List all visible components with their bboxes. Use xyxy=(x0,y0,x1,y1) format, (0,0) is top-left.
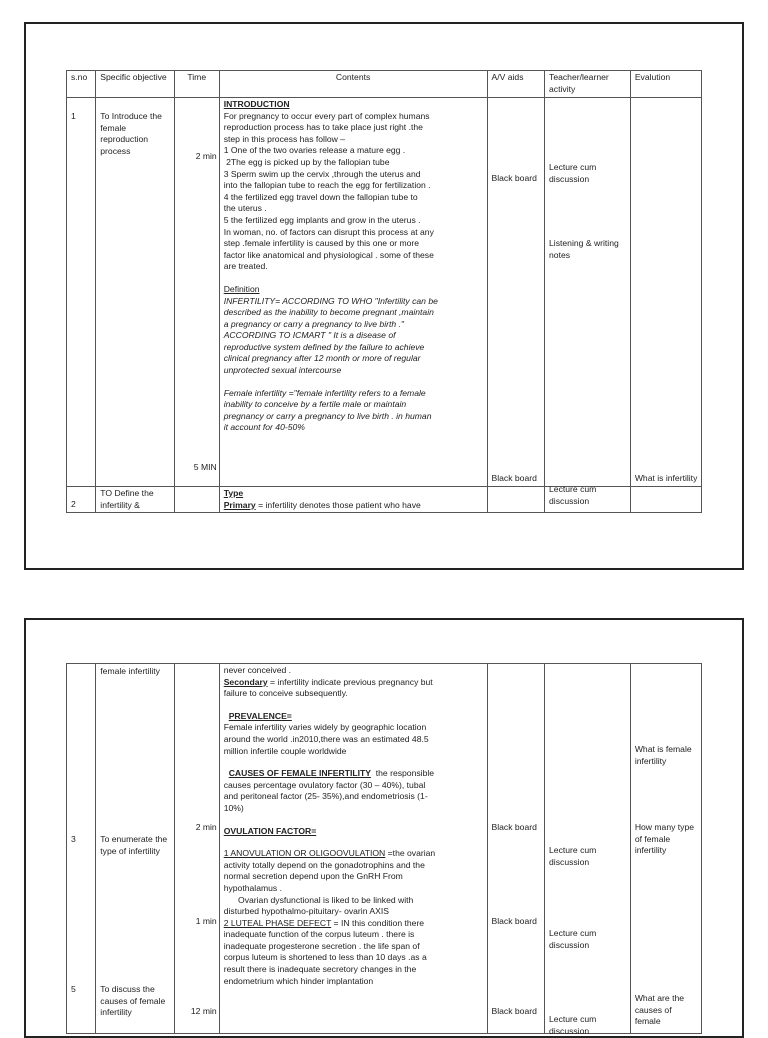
primary-label: Primary xyxy=(223,499,256,510)
row1-evaluation-cell xyxy=(630,98,701,487)
row3-aids: Black board xyxy=(491,822,537,832)
p2-objective-cell xyxy=(96,664,174,1034)
intro-line: step in this process has follow – xyxy=(223,133,346,144)
anovulation-text xyxy=(224,848,483,860)
row2-contents-cell xyxy=(219,487,487,513)
p2-time-cell xyxy=(174,664,219,1034)
row4-aids: Black board xyxy=(491,916,537,926)
lesson-plan-table-2 xyxy=(66,663,702,1034)
secondary-label: Secondary xyxy=(223,676,268,687)
row1-time-2: 5 MIN xyxy=(193,462,217,472)
anovulation-line: activity totally depend on the gonadotrophins and the xyxy=(223,859,425,870)
luteal-line: inadequate progesterone secretion . the life span of xyxy=(223,940,420,951)
row1-activity-3: Lecture cum discussion xyxy=(549,484,597,506)
spacer xyxy=(224,837,483,848)
document-page-2 xyxy=(24,618,744,1038)
intro-line: into the fallopian tube to reach the egg for fertilization . xyxy=(223,180,431,191)
definition-heading: Definition xyxy=(223,283,260,294)
type-heading: Type xyxy=(223,488,244,498)
row3-activity: Lecture cum discussion xyxy=(549,845,597,867)
causes-line: and peritoneal factor (25- 35%),and endometriosis (1- xyxy=(223,791,428,802)
row2-objective: TO Define the infertility & xyxy=(96,487,174,513)
anovulation-line: =the ovarian xyxy=(385,848,436,859)
causes-heading: CAUSES OF FEMALE INFERTILITY xyxy=(228,768,371,779)
table-row xyxy=(67,98,702,487)
row1-activity-cell xyxy=(545,98,631,506)
anovulation-line: hypothalamus . xyxy=(223,882,282,893)
intro-line: 4 the fertilized egg travel down the fallopian tube to xyxy=(223,191,418,202)
intro-line: are treated. xyxy=(223,261,268,272)
female-line: inability to conceive by a fertile male or maintain xyxy=(223,399,407,410)
secondary-text xyxy=(224,677,483,689)
luteal-line: corpus luteum is shortened to less than 10 days .as a xyxy=(223,952,427,963)
causes-line: the responsible xyxy=(370,768,435,779)
row3-time: 2 min xyxy=(195,822,217,832)
anovulation-line: normal secretion depend upon the GnRH From xyxy=(223,871,403,882)
cont-objective: female infertility xyxy=(100,666,160,676)
prevalence-heading: PREVALENCE= xyxy=(228,710,292,721)
row1-time: 2 min xyxy=(195,151,217,161)
intro-line: 1 One of the two ovaries release a mature egg . xyxy=(223,145,406,156)
luteal-line: result there is inadequate secretory changes in the xyxy=(223,964,417,975)
luteal-line: endometrium which hinder implantation xyxy=(223,975,374,986)
prevalence-line: around the world .in2010,there was an estimated 48.5 xyxy=(223,733,429,744)
intro-line: step .female infertility is caused by this one or more xyxy=(223,238,420,249)
introduction-heading: INTRODUCTION xyxy=(223,99,290,109)
row1-aids-cell xyxy=(487,98,545,487)
primary-definition: = infertility denotes those patient who have xyxy=(255,499,421,510)
p2-contents-cell xyxy=(219,664,487,1034)
definition-line: unprotected sexual intercourse xyxy=(223,365,342,376)
header-sno: s.no xyxy=(67,71,96,98)
row2-time-cell xyxy=(174,487,219,513)
row1-aids-2: Black board xyxy=(491,473,537,483)
secondary-line: failure to conceive subsequently. xyxy=(223,688,348,699)
definition-line: INFERTILITY= ACCORDING TO WHO "Infertility can be xyxy=(223,295,438,306)
definition-line: clinical pregnancy after 12 month or more of regular xyxy=(223,353,421,364)
ovarian-line: Ovarian dysfunctional is liked to be linked with xyxy=(223,894,414,905)
row5-aids: Black board xyxy=(491,1006,537,1016)
row3-objective: To enumerate the type of infertility xyxy=(100,834,168,856)
causes-text xyxy=(224,768,483,780)
female-line: it account for 40-50% xyxy=(223,422,305,433)
intro-line: In woman, no. of factors can disrupt this process at any xyxy=(223,226,434,237)
p2-sno-cell xyxy=(67,664,96,1034)
luteal-line: = IN this condition there xyxy=(331,917,425,928)
definition-text xyxy=(224,296,483,377)
spacer xyxy=(224,377,483,388)
primary-text xyxy=(224,500,483,512)
row1-objective: To Introduce the female reproduction process xyxy=(100,111,162,156)
luteal-text xyxy=(224,918,483,930)
cont-line: never conceived . xyxy=(223,665,292,675)
row2-evaluation-cell xyxy=(630,487,701,513)
row1-time-cell xyxy=(174,98,219,487)
row1-aids: Black board xyxy=(491,173,537,183)
definition-line: a pregnancy or carry a pregnancy to live birth ." xyxy=(223,318,404,329)
header-objective: Specific objective xyxy=(96,71,174,98)
row1-sno: 1 xyxy=(71,111,76,121)
header-time: Time xyxy=(174,71,219,98)
spacer xyxy=(224,757,483,768)
row1-activity: Lecture cum discussion xyxy=(549,162,597,184)
row4-activity: Lecture cum discussion xyxy=(549,928,597,950)
document-page-1 xyxy=(24,22,744,570)
female-infertility-definition xyxy=(224,388,483,434)
lesson-plan-table-1 xyxy=(66,70,702,513)
row5-activity: Lecture cum discussion xyxy=(549,1014,597,1036)
row5-sno: 5 xyxy=(71,984,76,994)
definition-line: ACCORDING TO ICMART " It is a disease of xyxy=(223,330,396,341)
intro-line: factor like anatomical and physiological . some of these xyxy=(223,249,434,260)
secondary-line: = infertility indicate previous pregnancy but xyxy=(267,676,433,687)
ovulation-heading: OVULATION FACTOR= xyxy=(223,825,317,836)
header-aids: A/V aids xyxy=(487,71,545,98)
table-row xyxy=(67,664,702,1034)
row4-time: 1 min xyxy=(195,916,217,926)
intro-line: the uterus . xyxy=(223,203,267,214)
intro-line: 2The egg is picked up by the fallopian tube xyxy=(223,156,390,167)
row3-sno: 3 xyxy=(71,834,76,844)
intro-line: 3 Sperm swim up the cervix ,through the uterus and xyxy=(223,168,421,179)
row5-time: 12 min xyxy=(190,1006,217,1016)
prevalence-line: million infertile couple worldwide xyxy=(223,745,347,756)
spacer xyxy=(224,273,483,284)
spacer xyxy=(224,815,483,826)
p2-evaluation-cell xyxy=(630,664,701,1034)
header-contents: Contents xyxy=(219,71,487,98)
intro-line: reproduction process has to take place just right .the xyxy=(223,122,423,133)
causes-line: 10%) xyxy=(223,802,244,813)
header-evaluation: Evalution xyxy=(630,71,701,98)
row5-evaluation: What are the causes of female xyxy=(634,993,685,1027)
row1-evaluation: What is infertility xyxy=(634,473,698,483)
p2-aids-cell xyxy=(487,664,545,1034)
header-activity: Teacher/learner activity xyxy=(545,71,631,98)
anovulation-label: 1 ANOVULATION OR OLIGOOVULATION xyxy=(223,848,386,859)
p2-activity-cell xyxy=(545,664,631,1034)
row3-evaluation: How many type of female infertility xyxy=(634,822,695,856)
row1-activity-2: Listening & writing notes xyxy=(549,238,619,260)
row1-objective-cell xyxy=(96,98,174,487)
intro-line: For pregnancy to occur every part of complex humans xyxy=(223,110,430,121)
introduction-text xyxy=(224,111,483,273)
female-line: pregnancy or carry a pregnancy to live birth . in human xyxy=(223,410,432,421)
definition-line: reproductive system defined by the failure to achieve xyxy=(223,341,425,352)
row2-sno-cell xyxy=(67,487,96,513)
spacer xyxy=(224,700,483,711)
female-line: Female infertility ="female infertility refers to a female xyxy=(223,387,426,398)
luteal-line: inadequate function of the corpus luteum . there is xyxy=(223,929,415,940)
row2-aids-cell xyxy=(487,487,545,513)
row1-contents-cell xyxy=(219,98,487,487)
luteal-label: 2 LUTEAL PHASE DEFECT xyxy=(223,917,332,928)
eval-female-infertility: What is female infertility xyxy=(634,744,692,766)
ovarian-line: disturbed hypothalmo-pituitary- ovarin AXIS xyxy=(223,906,389,917)
table-header-row xyxy=(67,71,702,98)
row2-sno: 2 xyxy=(71,499,76,509)
row1-sno-cell xyxy=(67,98,96,487)
causes-line: causes percentage ovulatory factor (30 – 40%), tubal xyxy=(223,779,426,790)
row5-objective: To discuss the causes of female infertility xyxy=(100,984,166,1018)
prevalence-line: Female infertility varies widely by geographic location xyxy=(223,722,427,733)
definition-line: described as the inability to become pregnant ,maintain xyxy=(223,307,434,318)
intro-line: 5 the fertilized egg implants and grow in the uterus . xyxy=(223,214,421,225)
